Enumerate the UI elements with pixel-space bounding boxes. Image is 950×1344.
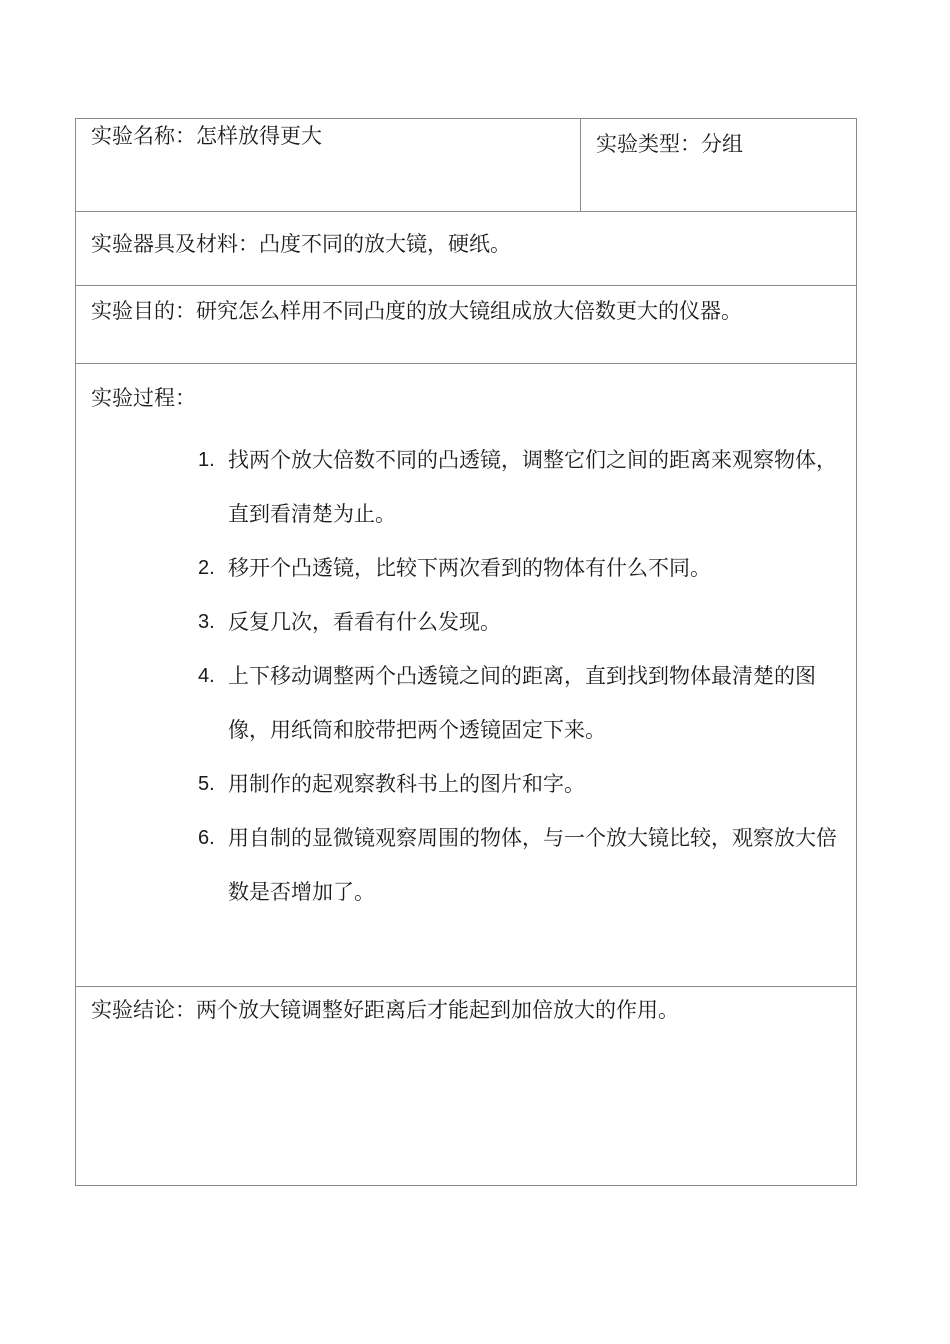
step-number: 1. bbox=[198, 449, 215, 471]
step-number: 2. bbox=[198, 557, 215, 579]
step-number: 4. bbox=[198, 665, 215, 687]
conclusion-row bbox=[76, 987, 857, 1186]
materials-label: 实验器具及材料： bbox=[91, 232, 259, 256]
process-row bbox=[76, 364, 857, 987]
purpose-value: 研究怎么样用不同凸度的放大镜组成放大倍数更大的仪器。 bbox=[196, 299, 742, 323]
experiment-name-cell bbox=[76, 119, 581, 212]
title-row bbox=[76, 119, 857, 212]
process-step bbox=[198, 595, 856, 649]
step-text: 找两个放大倍数不同的凸透镜，调整它们之间的距离来观察物体，直到看清楚为止。 bbox=[228, 448, 837, 526]
experiment-type-label: 实验类型： bbox=[596, 132, 701, 156]
process-label: 实验过程： bbox=[91, 386, 196, 410]
process-step bbox=[198, 811, 856, 919]
process-step bbox=[198, 541, 856, 595]
step-text: 上下移动调整两个凸透镜之间的距离，直到找到物体最清楚的图像，用纸筒和胶带把两个透镜固定下来。 bbox=[228, 664, 816, 742]
process-step bbox=[198, 433, 856, 541]
experiment-name-label: 实验名称： bbox=[91, 124, 196, 148]
materials-cell bbox=[76, 212, 857, 286]
process-step bbox=[198, 649, 856, 757]
purpose-label: 实验目的： bbox=[91, 299, 196, 323]
step-text: 移开个凸透镜，比较下两次看到的物体有什么不同。 bbox=[228, 556, 711, 580]
materials-row bbox=[76, 212, 857, 286]
step-number: 3. bbox=[198, 611, 215, 633]
step-text: 用制作的起观察教科书上的图片和字。 bbox=[228, 772, 585, 796]
purpose-cell bbox=[76, 286, 857, 364]
process-cell bbox=[76, 364, 857, 987]
conclusion-label: 实验结论： bbox=[91, 998, 196, 1022]
step-text: 用自制的显微镜观察周围的物体，与一个放大镜比较，观察放大倍数是否增加了。 bbox=[228, 826, 837, 904]
experiment-type-cell bbox=[581, 119, 857, 212]
experiment-type-value: 分组 bbox=[701, 132, 743, 156]
materials-value: 凸度不同的放大镜，硬纸。 bbox=[259, 232, 511, 256]
conclusion-cell bbox=[76, 987, 857, 1186]
process-step bbox=[198, 757, 856, 811]
experiment-name-value: 怎样放得更大 bbox=[196, 124, 322, 148]
experiment-report-table bbox=[75, 118, 857, 1186]
step-text: 反复几次，看看有什么发现。 bbox=[228, 610, 501, 634]
purpose-row bbox=[76, 286, 857, 364]
process-steps-list bbox=[76, 433, 856, 919]
step-number: 5. bbox=[198, 773, 215, 795]
step-number: 6. bbox=[198, 827, 215, 849]
conclusion-value: 两个放大镜调整好距离后才能起到加倍放大的作用。 bbox=[196, 998, 679, 1022]
